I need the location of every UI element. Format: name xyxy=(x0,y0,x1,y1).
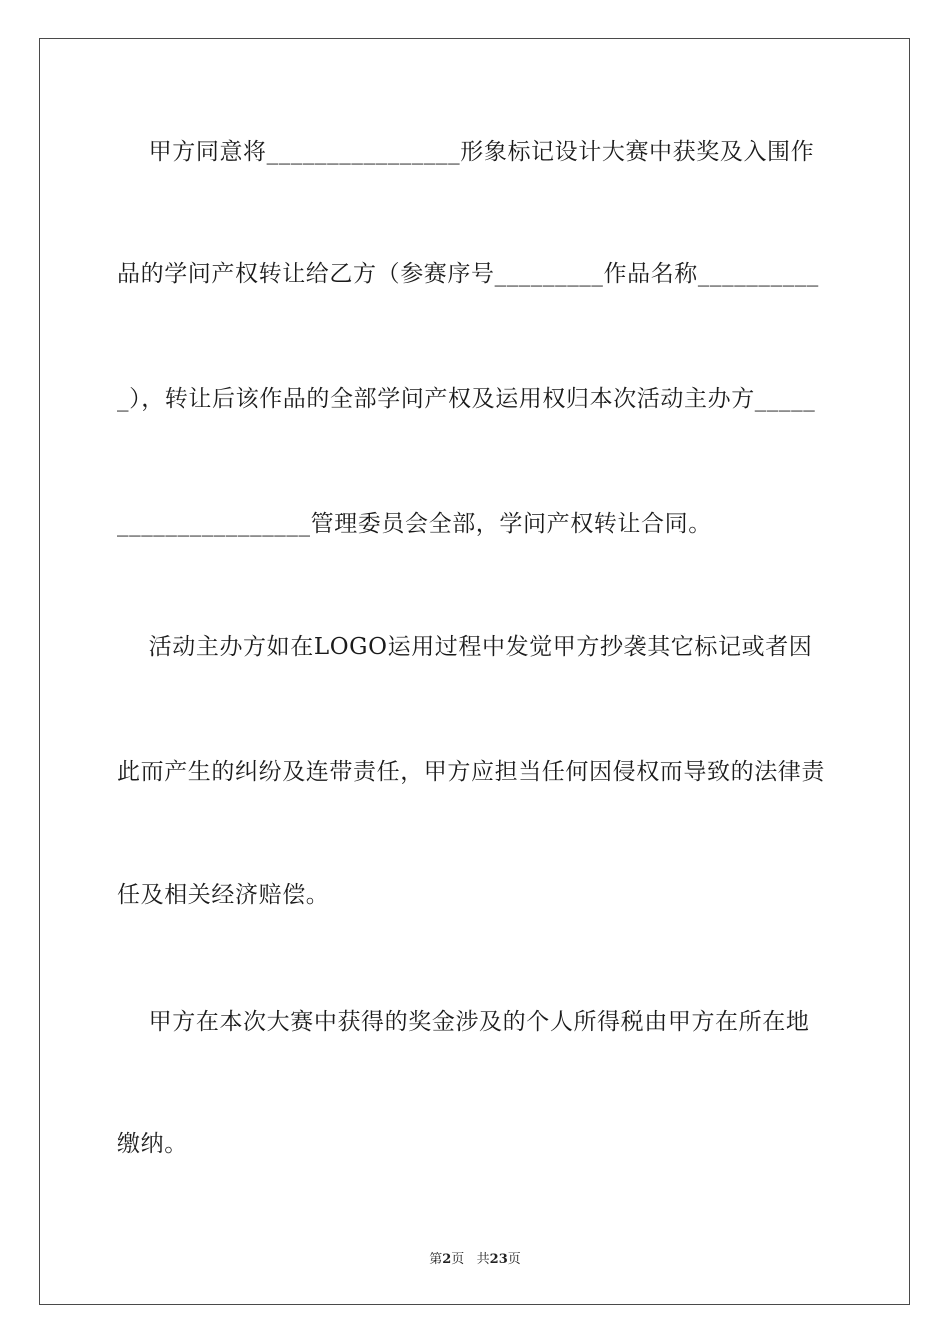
paragraph-line-3: _），转让后该作品的全部学问产权及运用权归本次活动主办方_____ xyxy=(117,386,816,412)
footer-total-pages: 23 xyxy=(489,1252,508,1267)
paragraph-line-5: 活动主办方如在LOGO运用过程中发觉甲方抄袭其它标记或者因 xyxy=(117,634,813,660)
footer-prefix: 第 xyxy=(429,1252,443,1267)
page-border xyxy=(39,38,910,1305)
paragraph-line-9: 缴纳。 xyxy=(117,1131,188,1157)
paragraph-line-8: 甲方在本次大赛中获得的奖金涉及的个人所得税由甲方在所在地 xyxy=(117,1009,810,1035)
paragraph-line-4: ________________管理委员会全部，学问产权转让合同。 xyxy=(117,511,712,537)
paragraph-line-6: 此而产生的纠纷及连带责任，甲方应担当任何因侵权而导致的法律责 xyxy=(117,759,825,785)
paragraph-line-1: 甲方同意将________________形象标记设计大赛中获奖及入围作 xyxy=(117,139,815,165)
page-footer xyxy=(0,1248,950,1267)
footer-current-page: 2 xyxy=(442,1252,452,1267)
footer-mid: 页 共 xyxy=(451,1252,490,1267)
paragraph-line-7: 任及相关经济赔偿。 xyxy=(117,882,330,908)
paragraph-line-2: 品的学问产权转让给乙方（参赛序号_________作品名称__________ xyxy=(117,261,819,287)
footer-suffix: 页 xyxy=(507,1252,521,1267)
